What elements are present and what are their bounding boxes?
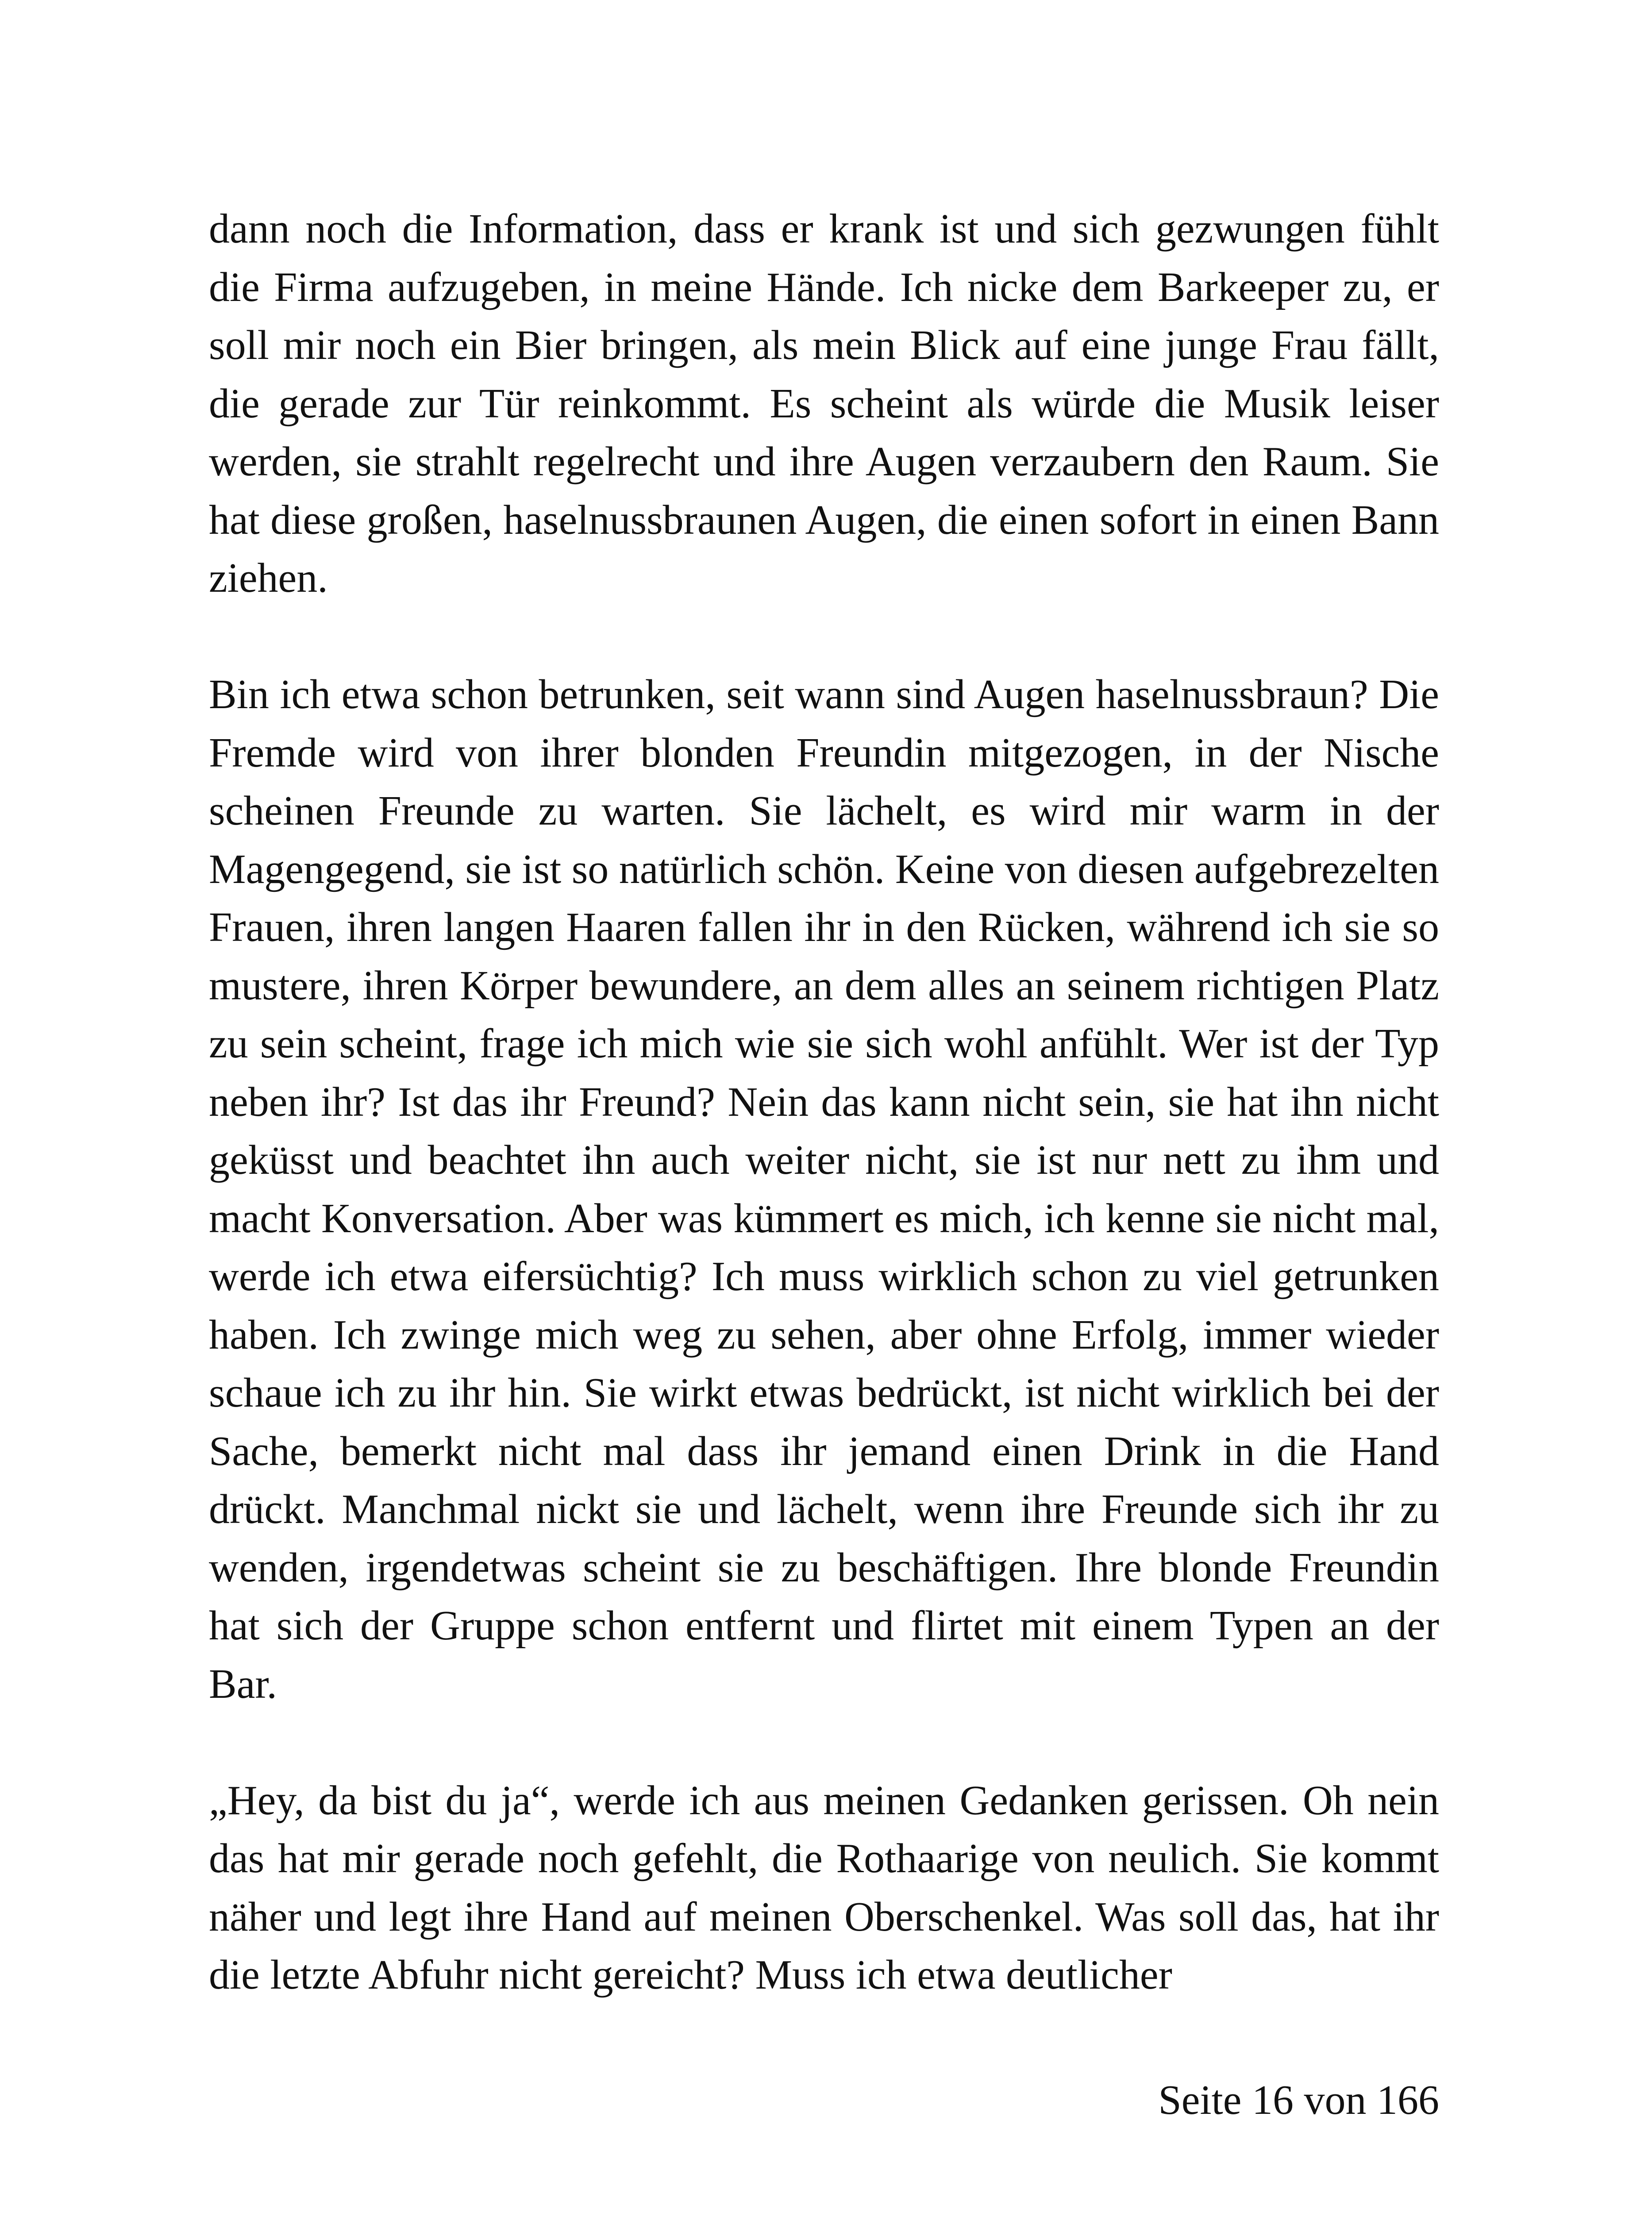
paragraph-3: „Hey, da bist du ja“, werde ich aus meinen Gedanken gerissen. Oh nein das hat mir gerade noch gefehlt, die Rothaarige von neulich. Sie kommt näher und legt ihre Hand auf meinen Oberschenkel. Was soll das, hat ihr die letzte Abfuhr nicht gereicht? Muss ich etwa deutlicher [209, 1777, 1439, 1998]
body-text [209, 200, 1439, 2005]
page-number: Seite 16 von 166 [1158, 2077, 1439, 2123]
paragraph-1: dann noch die Information, dass er krank ist und sich gezwungen fühlt die Firma aufzugeben, in meine Hände. Ich nicke dem Barkeeper zu, er soll mir noch ein Bier bringen, als mein Blick auf eine junge Frau fällt, die gerade zur Tür reinkommt. Es scheint als würde die Musik leiser werden, sie strahlt regelrecht und ihre Augen verzaubern den Raum. Sie hat diese großen, haselnussbraunen Augen, die einen sofort in einen Bann ziehen. [209, 206, 1439, 601]
paragraph-2: Bin ich etwa schon betrunken, seit wann sind Augen haselnussbraun? Die Fremde wird von ihrer blonden Freundin mitgezogen, in der Nische scheinen Freunde zu warten. Sie lächelt, es wird mir warm in der Magengegend, sie ist so natürlich schön. Keine von diesen aufgebrezelten Frauen, ihren langen Haaren fallen ihr in den Rücken, während ich sie so mustere, ihren Körper bewundere, an dem alles an seinem richtigen Platz zu sein scheint, frage ich mich wie sie sich wohl anfühlt. Wer ist der Typ neben ihr? Ist das ihr Freund? Nein das kann nicht sein, sie hat ihn nicht geküsst und beachtet ihn auch weiter nicht, sie ist nur nett zu ihm und macht Konversation. Aber was kümmert es mich, ich kenne sie nicht mal, werde ich etwa eifersüchtig? Ich muss wirklich schon zu viel getrunken haben. Ich zwinge mich weg zu sehen, aber ohne Erfolg, immer wieder schaue ich zu ihr hin. Sie wirkt etwas bedrückt, ist nicht wirklich bei der Sache, bemerkt nicht mal dass ihr jemand einen Drink in die Hand drückt. Manchmal nickt sie und lächelt, wenn ihre Freunde sich ihr zu wenden, irgendetwas scheint sie zu beschäftigen. Ihre blonde Freundin hat sich der Gruppe schon entfernt und flirtet mit einem Typen an der Bar. [209, 671, 1439, 1707]
